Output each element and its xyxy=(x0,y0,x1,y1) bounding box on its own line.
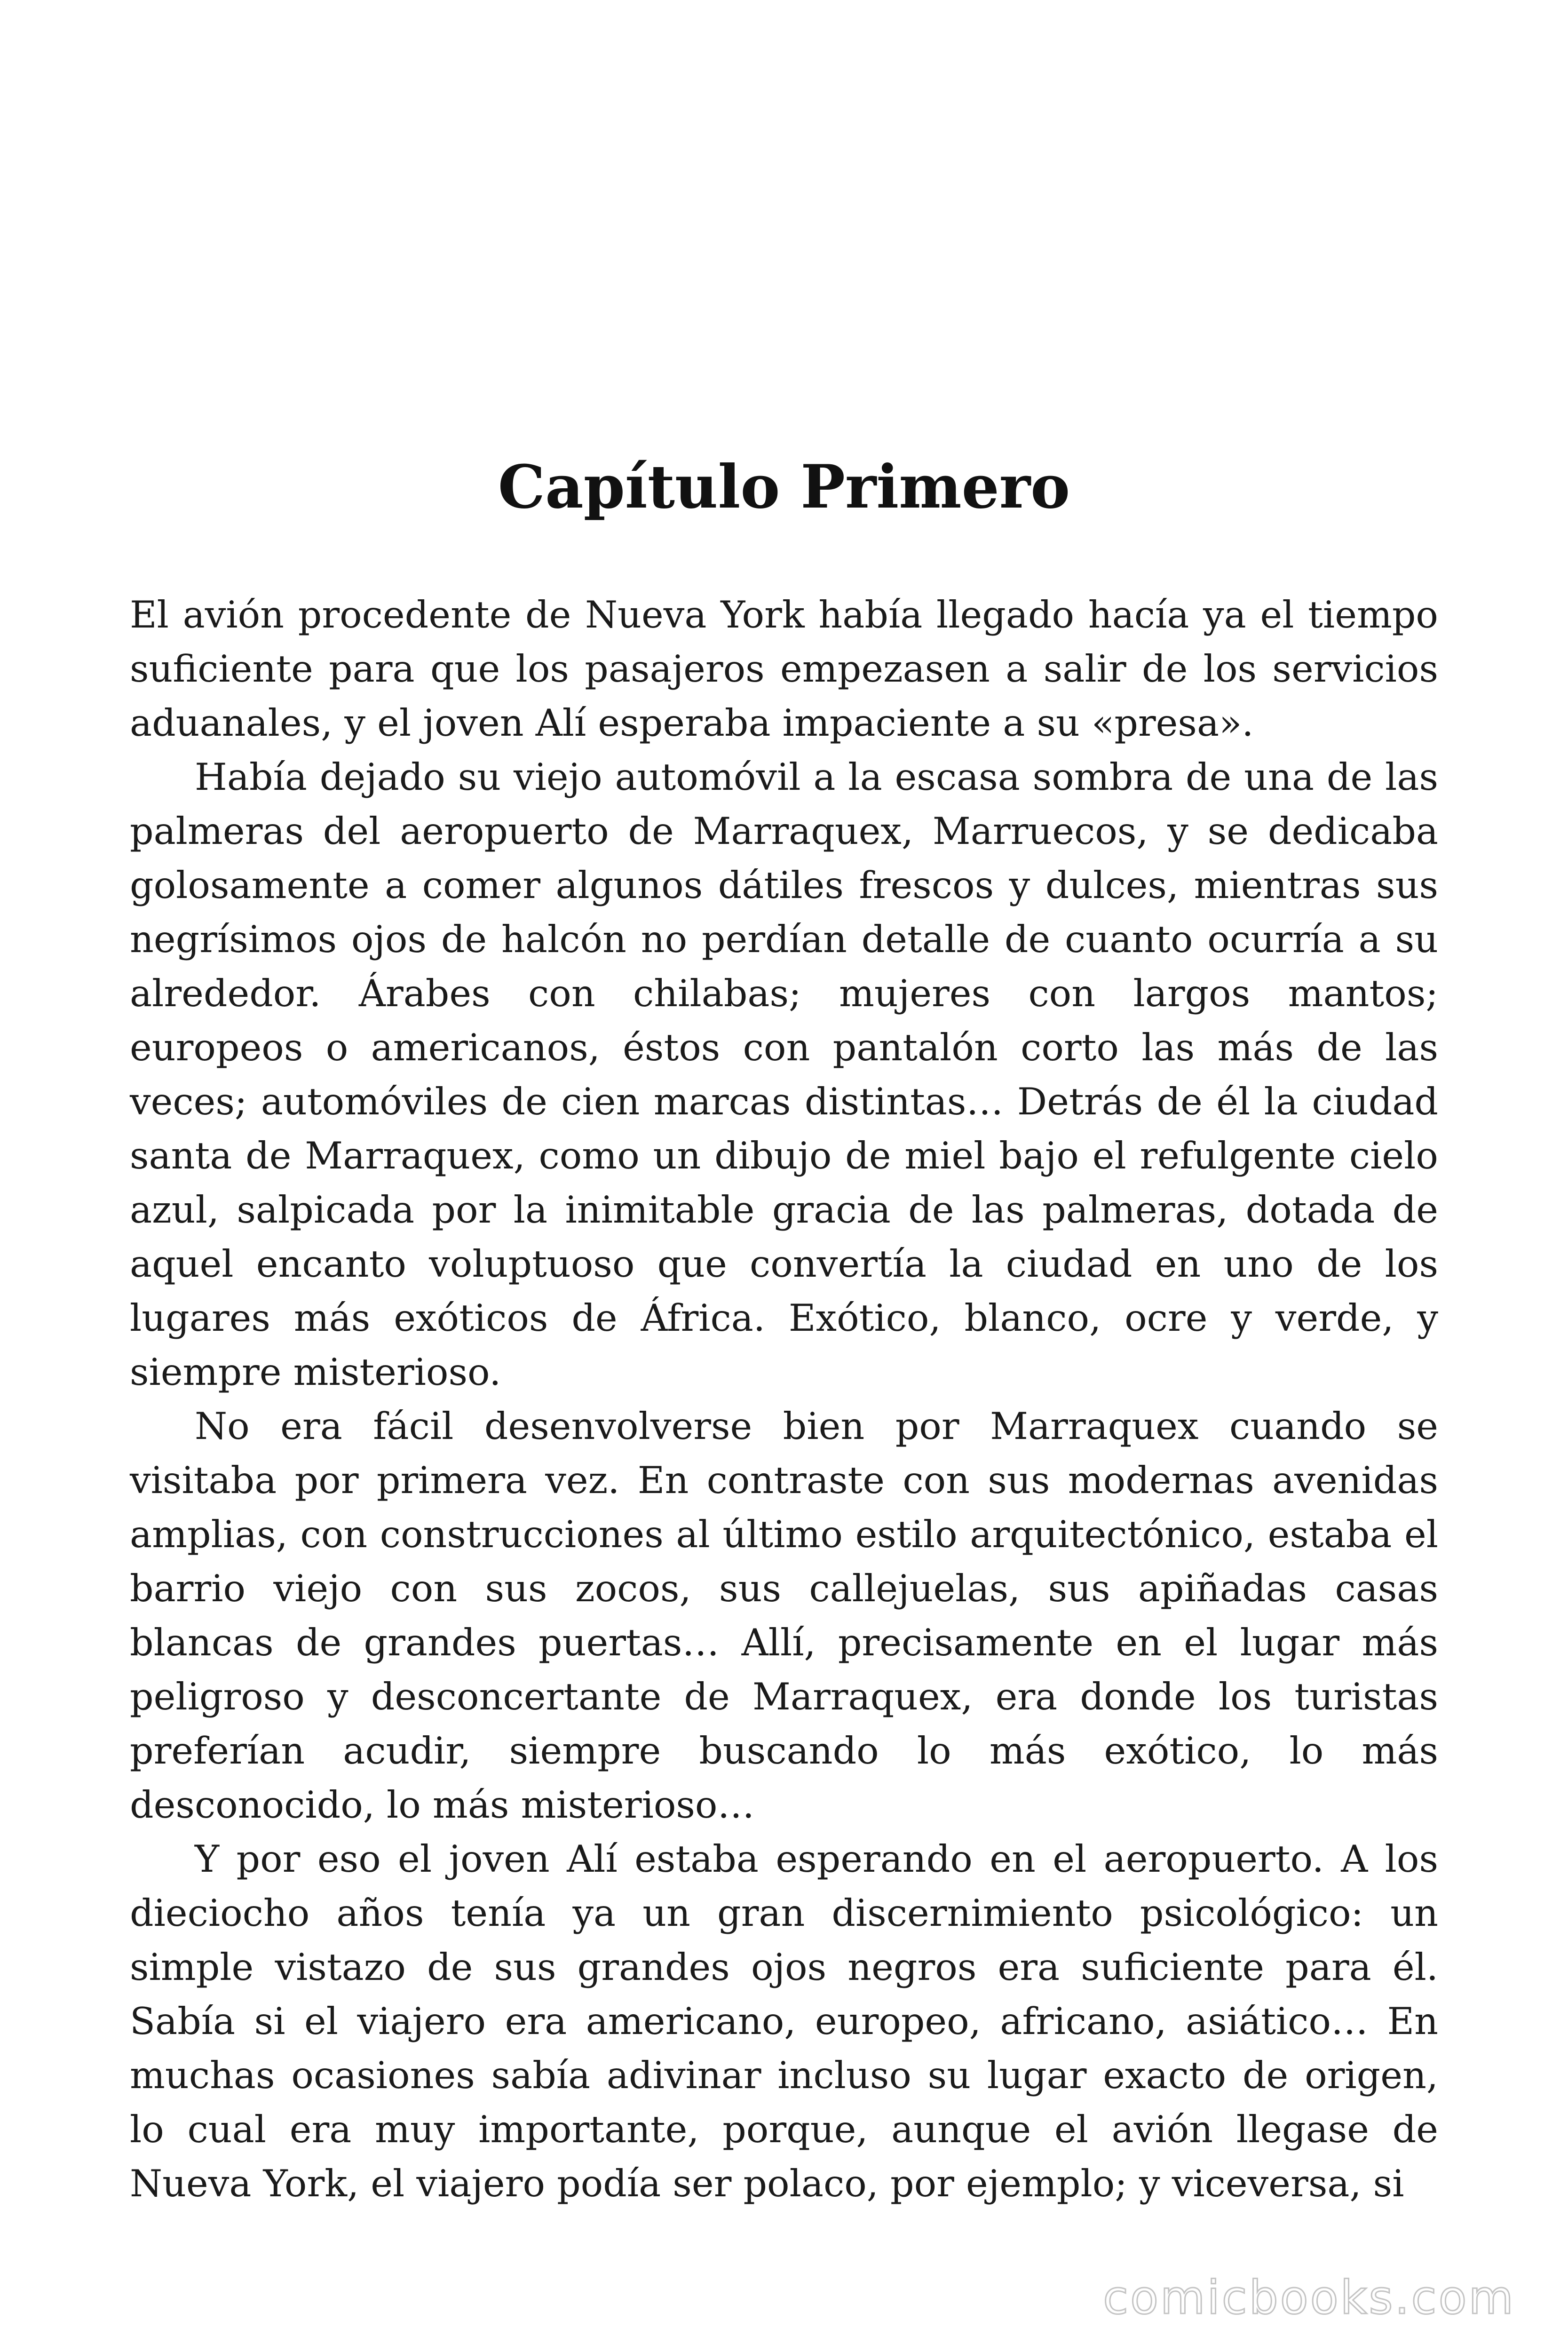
chapter-title: Capítulo Primero xyxy=(498,452,1070,522)
paragraph: El avión procedente de Nueva York había llegado hacía ya el tiempo suficiente para que los pasajeros empezasen a salir de los servicios aduanales, y el joven Alí esperaba impaciente a su «presa». xyxy=(130,593,1438,745)
chapter-body xyxy=(130,588,1438,2211)
paragraph: No era fácil desenvolverse bien por Marraquex cuando se visitaba por primera vez. En contraste con sus modernas avenidas amplias, con construcciones al último estilo arquitectónico, estaba el barrio viejo con sus zocos, sus callejuelas, sus apiñadas casas blancas de grandes puertas… Allí, precisamente en el lugar más peligroso y desconcertante de Marraquex, era donde los turistas preferían acudir, siempre buscando lo más exótico, lo más desconocido, lo más misterioso… xyxy=(130,1405,1438,1827)
watermark: comicbooks.com xyxy=(1103,2271,1515,2325)
paragraph: Y por eso el joven Alí estaba esperando en el aeropuerto. A los dieciocho años tenía ya un gran discernimiento psicológico: un simple vistazo de sus grandes ojos negros era suficiente para él. Sabía si el viajero era americano, europeo, africano, asiático… En muchas ocasiones sabía adivinar incluso su lugar exacto de origen, lo cual era muy importante, porque, aunque el avión llegase de Nueva York, el viajero podía ser polaco, por ejemplo; y viceversa, si xyxy=(130,1837,1438,2205)
paragraph: Había dejado su viejo automóvil a la escasa sombra de una de las palmeras del aeropuerto de Marraquex, Marruecos, y se dedicaba golosamente a comer algunos dátiles frescos y dulces, mientras sus negrísimos ojos de halcón no perdían detalle de cuanto ocurría a su alrededor. Árabes con chilabas; mujeres con largos mantos; europeos o americanos, éstos con pantalón corto las más de las veces; automóviles de cien marcas distintas… Detrás de él la ciudad santa de Marraquex, como un dibujo de miel bajo el refulgente cielo azul, salpicada por la inimitable gracia de las palmeras, dotada de aquel encanto voluptuoso que convertía la ciudad en uno de los lugares más exóticos de África. Exótico, blanco, ocre y verde, y siempre misterioso. xyxy=(130,755,1438,1394)
